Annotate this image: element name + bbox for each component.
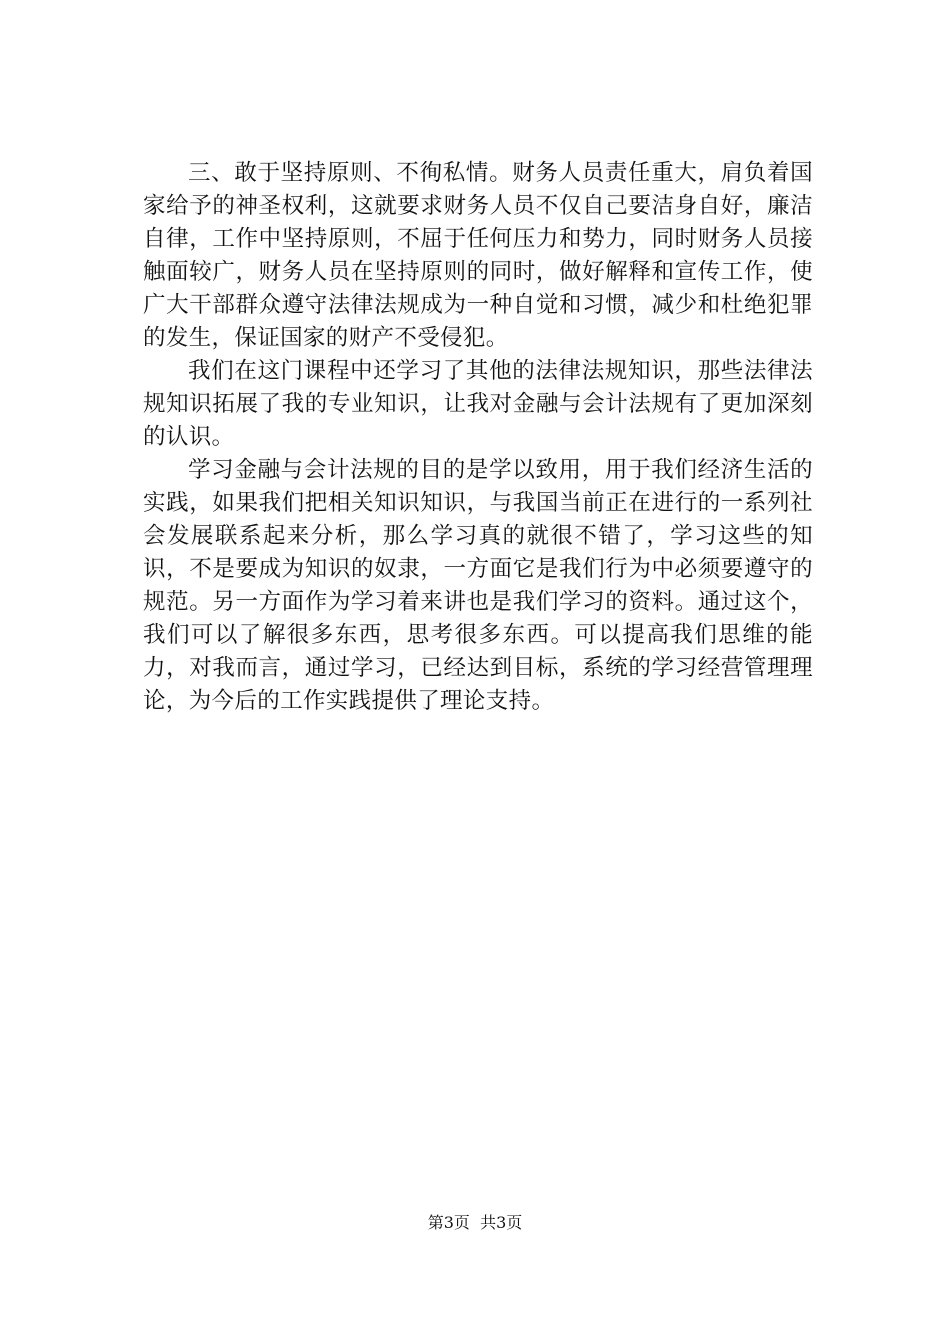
document-body xyxy=(143,157,813,718)
paragraph-principles: 三、敢于坚持原则、不徇私情。财务人员责任重大，肩负着国家给予的神圣权利，这就要求财务人员不仅自己要洁身自好，廉洁自律，工作中坚持原则，不屈于任何压力和势力，同时财务人员接触面较广，财务人员在坚持原则的同时，做好解释和宣传工作，使广大干部群众遵守法律法规成为一种自觉和习惯，减少和杜绝犯罪的发生，保证国家的财产不受侵犯。 xyxy=(143,160,813,351)
paragraph-learning-purpose: 学习金融与会计法规的目的是学以致用，用于我们经济生活的实践，如果我们把相关知识知识，与我国当前正在进行的一系列社会发展联系起来分析，那么学习真的就很不错了，学习这些的知识，不是要成为知识的奴隶，一方面它是我们行为中必须要遵守的规范。另一方面作为学习着来讲也是我们学习的资料。通过这个，我们可以了解很多东西，思考很多东西。可以提高我们思维的能力，对我而言，通过学习，已经达到目标，系统的学习经营管理理论，为今后的工作实践提供了理论支持。 xyxy=(143,457,813,714)
page-number: 第3页 共3页 xyxy=(427,1213,523,1232)
page-footer xyxy=(0,1213,950,1233)
paragraph-other-knowledge: 我们在这门课程中还学习了其他的法律法规知识，那些法律法规知识拓展了我的专业知识，让我对金融与会计法规有了更加深刻的认识。 xyxy=(143,358,813,450)
